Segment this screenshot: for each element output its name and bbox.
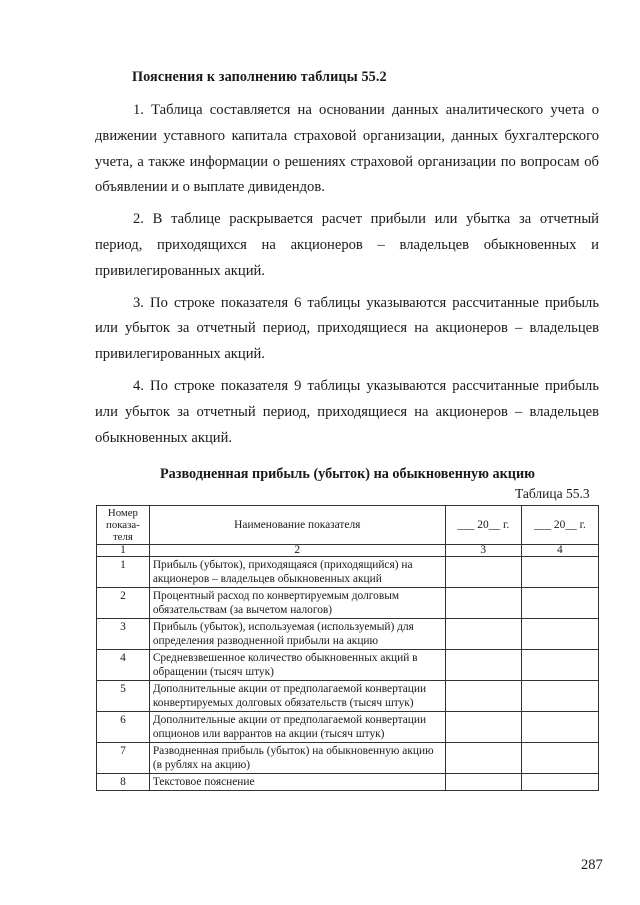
notes-body [95,98,599,457]
row-number: 1 [97,557,150,588]
note-paragraph-2: 2. В таблице раскрывается расчет прибыли или убытка за отчетный период, приходящихся на акционеров – владельцев обыкновенных и привилегированных акций. [95,211,599,279]
row-name: Прибыль (убыток), приходящаяся (приходящийся) на акционеров – владельцев обыкновенных акций [149,557,445,588]
header-period-1: ___ 20__ г. [445,506,521,545]
value-cell [445,588,521,619]
table-row [97,712,599,743]
row-number: 2 [97,588,150,619]
value-cell [521,557,598,588]
value-cell [445,743,521,774]
row-number: 6 [97,712,150,743]
header-number: Номер показа- теля [97,506,150,545]
table-label: Таблица 55.3 [515,486,590,501]
row-name: Прибыль (убыток), используемая (используемый) для определения разводненной прибыли на акцию [149,619,445,650]
value-cell [521,712,598,743]
table-row [97,619,599,650]
note-paragraph-1: 1. Таблица составляется на основании данных аналитического учета о движении уставного капитала страховой организации, данных бухгалтерского учета, а также информации о решениях страховой организации по вопросам об объявлении и о выплате дивидендов. [95,102,599,196]
notes-title: Пояснения к заполнению таблицы 55.2 [132,69,387,85]
indicator-table [96,505,599,791]
column-index: 3 [445,545,521,557]
column-index: 4 [521,545,598,557]
row-number: 4 [97,650,150,681]
row-name: Дополнительные акции от предполагаемой конвертации опционов или варрантов на акции (тысяч штук) [149,712,445,743]
value-cell [445,619,521,650]
value-cell [521,743,598,774]
value-cell [445,712,521,743]
value-cell [445,650,521,681]
table-header-row [97,506,599,545]
header-period-2: ___ 20__ г. [521,506,598,545]
value-cell [521,619,598,650]
value-cell [521,650,598,681]
page-number: 287 [581,857,603,873]
table-row [97,650,599,681]
value-cell [521,681,598,712]
value-cell [521,588,598,619]
row-name: Разводненная прибыль (убыток) на обыкновенную акцию (в рублях на акцию) [149,743,445,774]
table-row [97,774,599,791]
value-cell [445,557,521,588]
row-name: Процентный расход по конвертируемым долговым обязательствам (за вычетом налогов) [149,588,445,619]
row-name: Дополнительные акции от предполагаемой конвертации конвертируемых долговых обязательств (тысяч штук) [149,681,445,712]
row-number: 7 [97,743,150,774]
row-name: Текстовое пояснение [149,774,445,791]
row-number: 8 [97,774,150,791]
table-row [97,557,599,588]
note-paragraph-3: 3. По строке показателя 6 таблицы указываются рассчитанные прибыль или убыток за отчетный период, приходящиеся на акционеров – владельцев привилегированных акций. [95,294,599,363]
value-cell [445,774,521,791]
value-cell [521,774,598,791]
table-row [97,681,599,712]
note-paragraph-4: 4. По строке показателя 9 таблицы указываются рассчитанные прибыль или убыток за отчетный период, приходящиеся на акционеров – владельцев обыкновенных акций. [95,377,599,446]
column-index: 2 [149,545,445,557]
table-title: Разводненная прибыль (убыток) на обыкновенную акцию [160,466,535,482]
header-name: Наименование показателя [149,506,445,545]
column-index: 1 [97,545,150,557]
row-number: 5 [97,681,150,712]
column-index-row [97,545,599,557]
row-name: Средневзвешенное количество обыкновенных акций в обращении (тысяч штук) [149,650,445,681]
table-row [97,743,599,774]
table-row [97,588,599,619]
row-number: 3 [97,619,150,650]
value-cell [445,681,521,712]
